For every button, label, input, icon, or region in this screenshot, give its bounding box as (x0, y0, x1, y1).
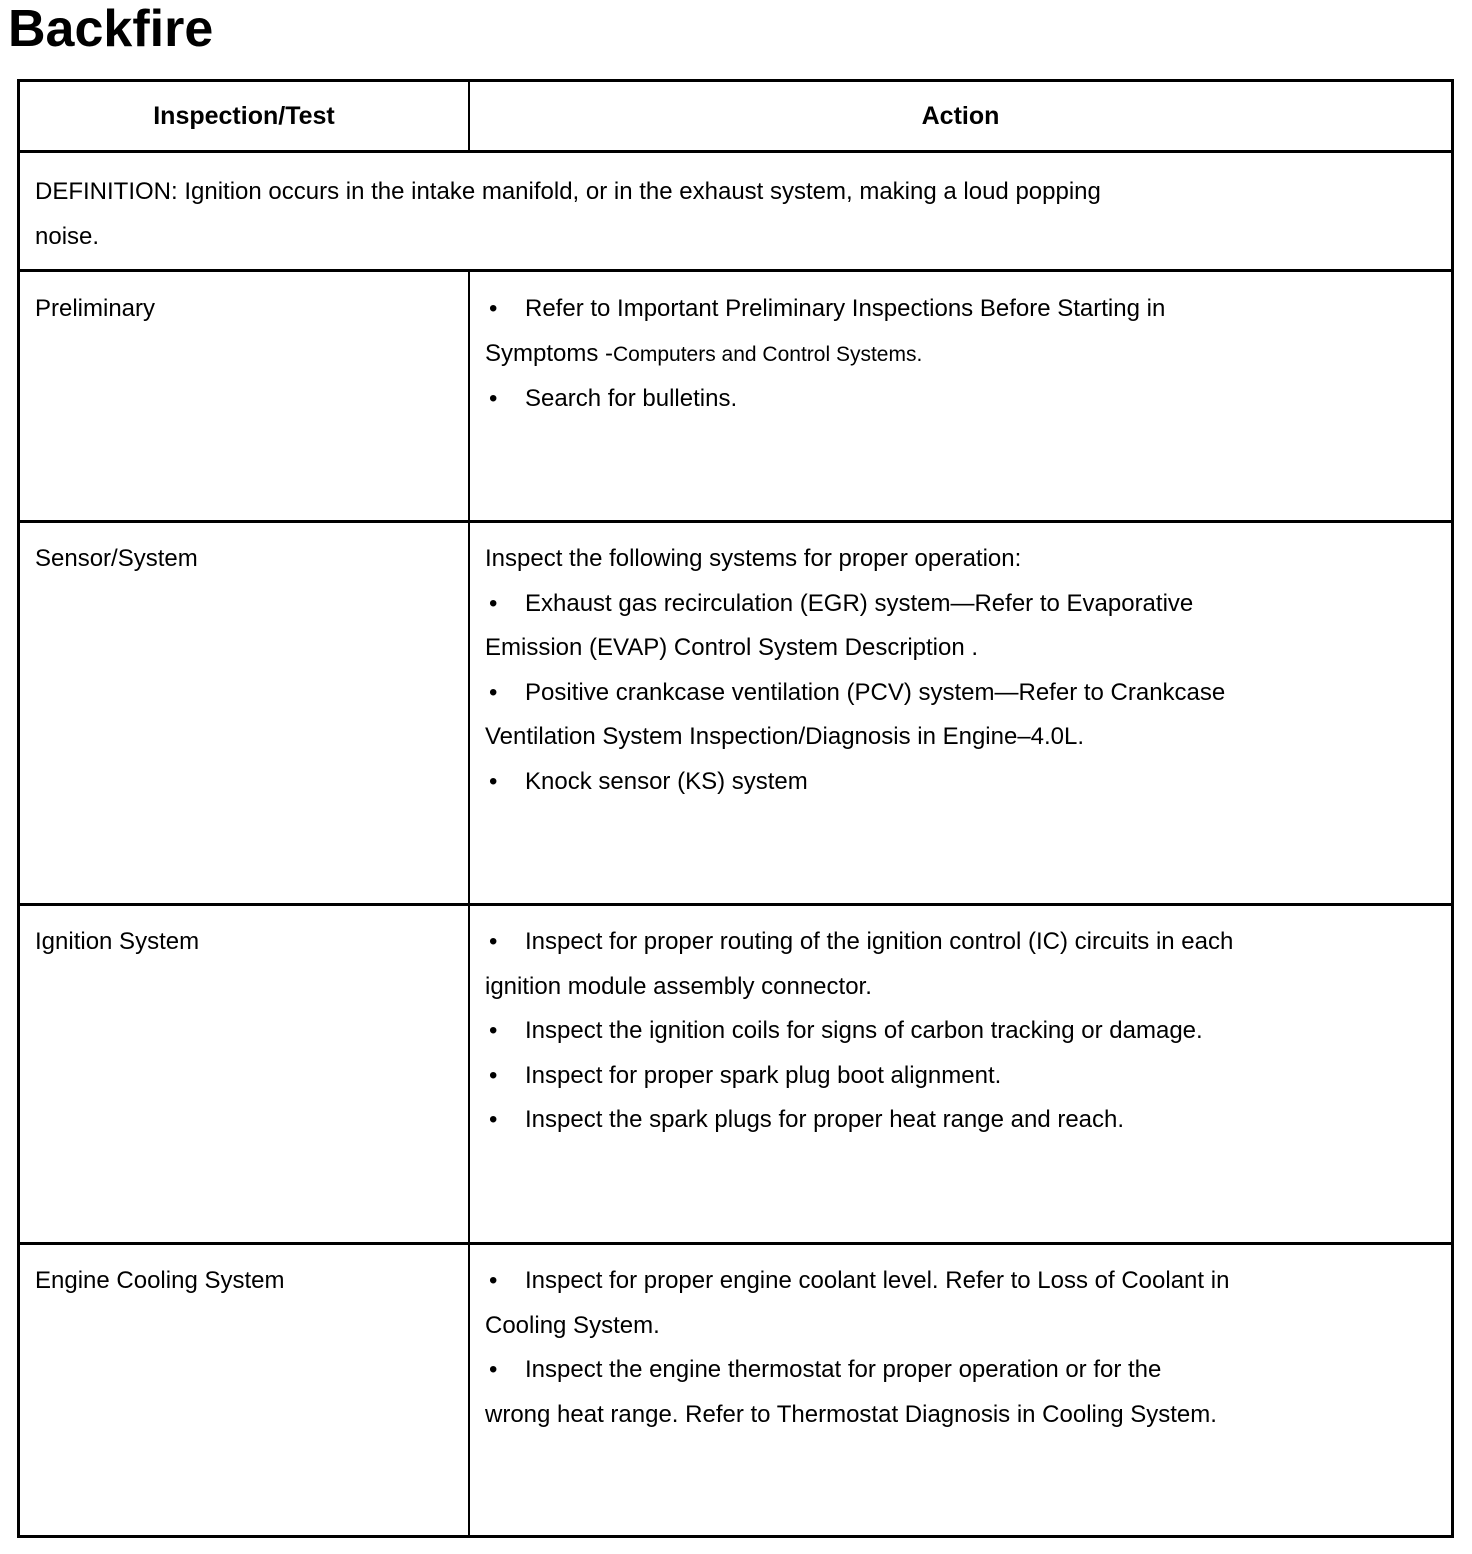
row-action-sensor-system (485, 537, 1435, 804)
action-text: Search for bulletins. (525, 385, 738, 412)
bullet-icon: • (489, 1106, 498, 1133)
action-text: Emission (EVAP) Control System Description . (485, 634, 979, 661)
list-item (485, 287, 1435, 332)
row-divider (20, 520, 1451, 523)
list-item-continuation (485, 332, 1435, 378)
action-text: Exhaust gas recirculation (EGR) system—Refer to Evaporative (525, 589, 1194, 617)
row-action-ignition-system (485, 920, 1435, 1143)
bullet-icon: • (489, 1017, 498, 1044)
row-label-ignition-system: Ignition System (35, 928, 200, 955)
row-action-preliminary (485, 287, 1435, 422)
header-action: Action (921, 102, 1000, 130)
list-item (485, 671, 1435, 716)
bullet-icon: • (489, 678, 498, 706)
bullet-icon: • (489, 1061, 498, 1089)
row-divider (20, 1242, 1451, 1245)
list-item (485, 1098, 1435, 1143)
action-text: Symptoms - (485, 339, 614, 367)
bullet-icon: • (489, 928, 498, 955)
row-label-sensor-system: Sensor/System (35, 545, 198, 572)
bullet-icon: • (489, 767, 498, 795)
row-divider (20, 903, 1451, 906)
action-text: Refer to Important Preliminary Inspections Before Starting in (525, 295, 1166, 322)
list-item (485, 377, 1435, 422)
action-text: Inspect the following systems for proper operation: (485, 545, 1022, 572)
list-item (485, 1009, 1435, 1054)
action-text: Inspect the ignition coils for signs of carbon tracking or damage. (525, 1017, 1203, 1044)
definition-divider (20, 269, 1451, 272)
list-item (485, 1348, 1435, 1393)
bullet-icon: • (489, 295, 498, 322)
bullet-icon: • (489, 589, 498, 617)
bullet-icon: • (489, 1267, 498, 1294)
page-title: Backfire (8, 0, 214, 58)
action-text: Positive crankcase ventilation (PCV) system—Refer to Crankcase (525, 678, 1226, 706)
diagnostic-table (17, 79, 1454, 1538)
list-item (485, 1054, 1435, 1099)
action-text: Cooling System. (485, 1311, 660, 1339)
bullet-icon: • (489, 385, 498, 412)
action-text: Inspect for proper engine coolant level. Refer to Loss of Coolant in (525, 1267, 1230, 1294)
list-item (485, 1259, 1435, 1304)
header-inspection-test: Inspection/Test (153, 102, 335, 130)
list-item (485, 920, 1435, 965)
action-text: ignition module assembly connector. (485, 972, 872, 1000)
action-text: Ventilation System Inspection/Diagnosis in Engine–4.0L. (485, 723, 1085, 750)
action-text-small: Computers and Control Systems. (613, 342, 923, 366)
action-text: Knock sensor (KS) system (525, 767, 808, 795)
definition-line: noise. (35, 222, 100, 250)
action-text: Inspect for proper spark plug boot alignment. (525, 1061, 1002, 1089)
action-text: wrong heat range. Refer to Thermostat Diagnosis in Cooling System. (485, 1400, 1217, 1428)
action-text: Inspect the spark plugs for proper heat range and reach. (525, 1106, 1125, 1133)
list-item (485, 760, 1435, 805)
column-divider (468, 269, 470, 1535)
row-label-engine-cooling-system: Engine Cooling System (35, 1267, 285, 1294)
action-text: Inspect the engine thermostat for proper operation or for the (525, 1356, 1162, 1383)
action-text: Inspect for proper routing of the ignition control (IC) circuits in each (525, 928, 1234, 955)
definition-text (35, 170, 1425, 259)
bullet-icon: • (489, 1356, 498, 1383)
definition-line: DEFINITION: Ignition occurs in the intake manifold, or in the exhaust system, making a loud popping (35, 178, 1101, 205)
row-label-preliminary: Preliminary (35, 295, 156, 322)
row-action-engine-cooling-system (485, 1259, 1435, 1437)
list-item (485, 582, 1435, 627)
